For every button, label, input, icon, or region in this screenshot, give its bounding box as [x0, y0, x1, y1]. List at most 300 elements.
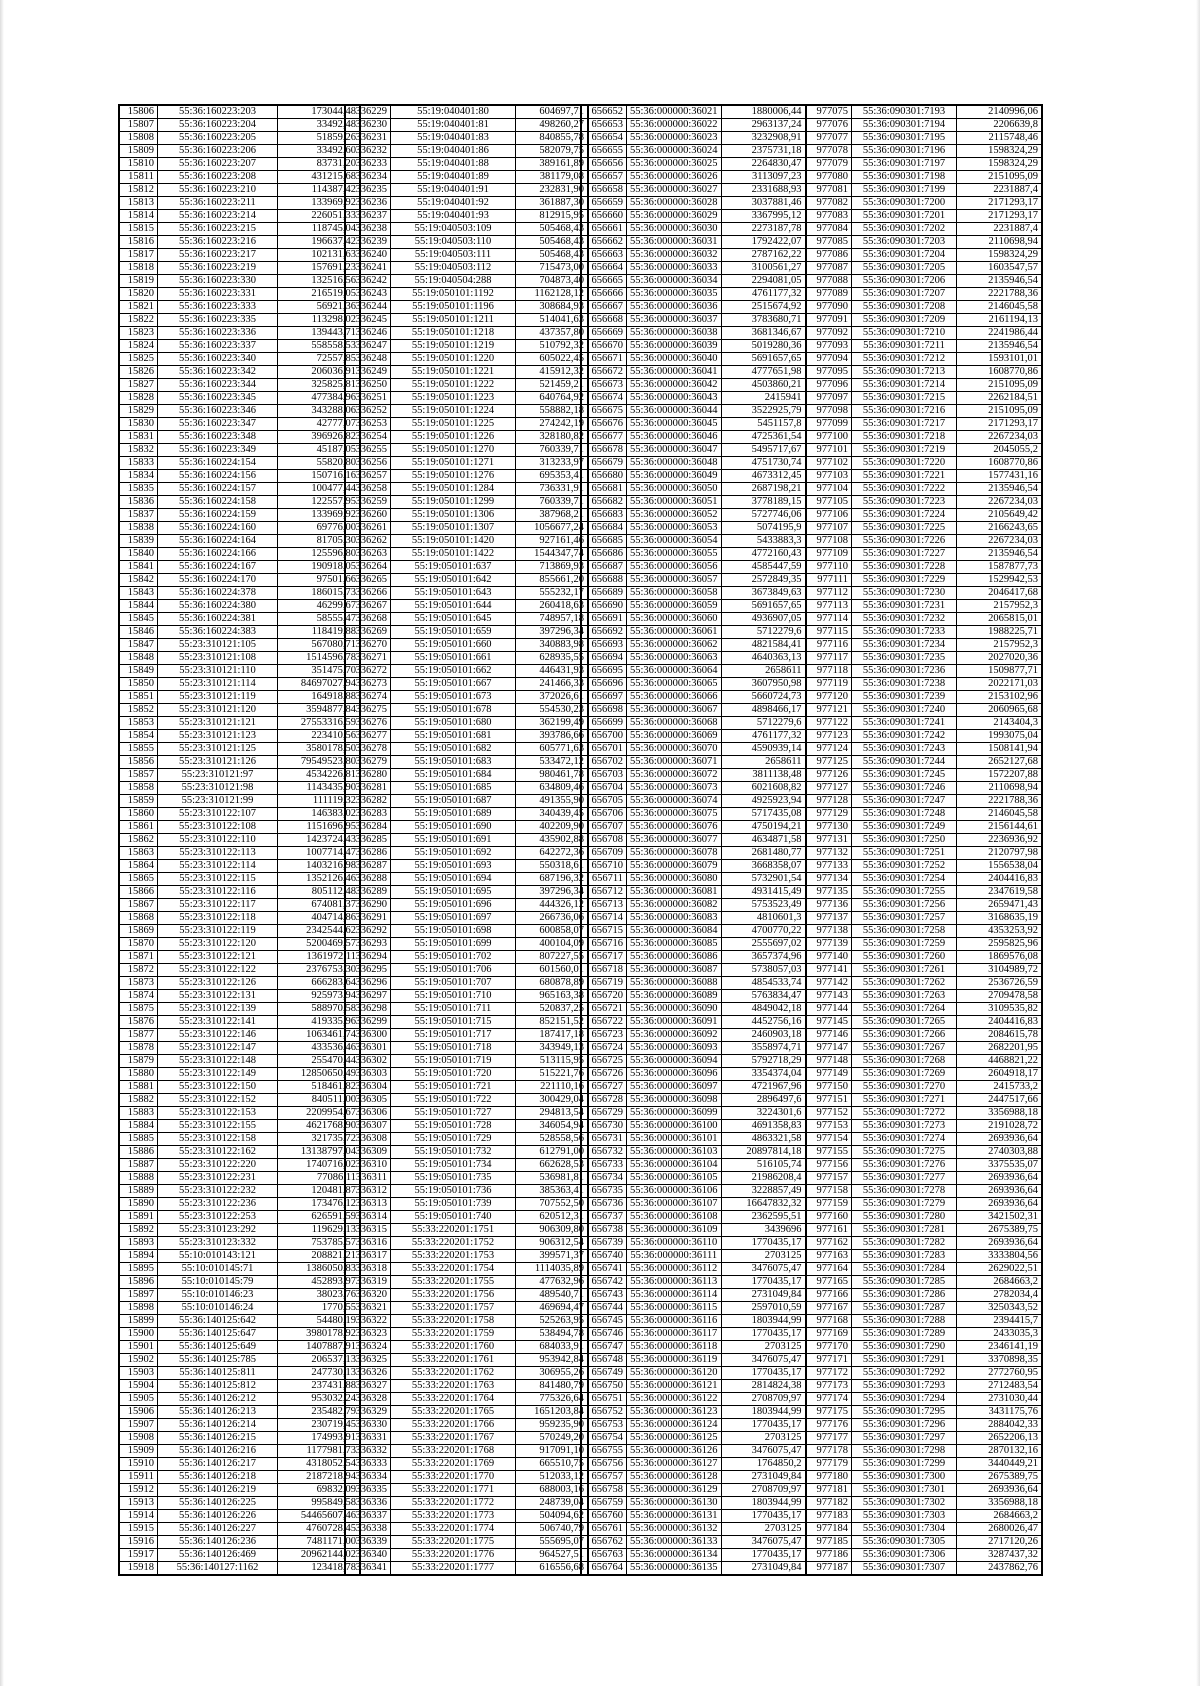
cadastral-number: 55:36:000000:36093: [627, 1042, 722, 1055]
cadastral-value: 620512,31: [516, 1211, 588, 1224]
cadastral-number: 55:19:050101:1299: [391, 496, 516, 509]
row-number: 336263: [346, 548, 391, 561]
cadastral-value: 477384,96: [278, 392, 360, 405]
table-row: [807, 1042, 1042, 1055]
cadastral-value: 2362595,51: [721, 1211, 805, 1224]
cadastral-number: 55:36:000000:36061: [627, 626, 722, 639]
cadastral-number: 55:36:160223:331: [158, 288, 278, 301]
row-number: 656662: [582, 236, 627, 249]
cadastral-number: 55:36:090301:7266: [852, 1029, 957, 1042]
cadastral-number: 55:36:000000:36058: [627, 587, 722, 600]
cadastral-value: 855661,20: [516, 574, 588, 587]
cadastral-value: 906309,80: [516, 1224, 588, 1237]
row-number: 977080: [807, 171, 852, 184]
cadastral-value: 489540,71: [516, 1289, 588, 1302]
cadastral-value: 321735,72: [278, 1133, 360, 1146]
cadastral-number: 55:36:000000:36112: [627, 1263, 722, 1276]
table-row: [120, 1380, 360, 1393]
cadastral-number: 55:10:010145:71: [158, 1263, 278, 1276]
row-number: 336243: [346, 288, 391, 301]
table-row: [807, 1523, 1042, 1536]
table-row: [120, 327, 360, 340]
cadastral-value: 840855,78: [516, 132, 588, 145]
cadastral-value: 33492,60: [278, 145, 360, 158]
cadastral-number: 55:23:310122:108: [158, 821, 278, 834]
table-row: [582, 1549, 806, 1562]
cadastral-number: 55:36:160223:216: [158, 236, 278, 249]
cadastral-number: 55:36:000000:36120: [627, 1367, 722, 1380]
row-number: 656691: [582, 613, 627, 626]
cadastral-value: 2157952,3: [957, 600, 1042, 613]
cadastral-value: 1792422,07: [721, 236, 805, 249]
table-row: [582, 431, 806, 444]
table-row: [807, 561, 1042, 574]
cadastral-number: 55:36:090301:7264: [852, 1003, 957, 1016]
table-row: [807, 145, 1042, 158]
cadastral-number: 55:36:000000:36074: [627, 795, 722, 808]
table-row: [120, 626, 360, 639]
cadastral-value: 558558,53: [278, 340, 360, 353]
row-number: 15825: [120, 353, 158, 366]
table-row: [582, 1523, 806, 1536]
cadastral-number: 55:36:000000:36084: [627, 925, 722, 938]
cadastral-value: 3109535,82: [957, 1003, 1042, 1016]
row-number: 977084: [807, 223, 852, 236]
table-row: [120, 340, 360, 353]
row-number: 656749: [582, 1367, 627, 1380]
cadastral-number: 55:19:050101:710: [391, 990, 516, 1003]
row-number: 977098: [807, 405, 852, 418]
row-number: 336271: [346, 652, 391, 665]
cadastral-value: 2110698,94: [957, 236, 1042, 249]
cadastral-number: 55:36:090301:7296: [852, 1419, 957, 1432]
table-row: [807, 990, 1042, 1003]
table-row: [807, 1549, 1042, 1562]
row-number: 656673: [582, 379, 627, 392]
cadastral-value: 435902,88: [516, 834, 588, 847]
cadastral-value: 2717120,26: [957, 1536, 1042, 1549]
cadastral-value: 665510,75: [516, 1458, 588, 1471]
cadastral-number: 55:33:220201:1751: [391, 1224, 516, 1237]
cadastral-value: 504094,62: [516, 1510, 588, 1523]
cadastral-number: 55:36:000000:36072: [627, 769, 722, 782]
table-row: [346, 1315, 588, 1328]
cadastral-value: 906312,54: [516, 1237, 588, 1250]
cadastral-number: 55:19:040401:93: [391, 210, 516, 223]
table-row: [807, 574, 1042, 587]
table-row: [346, 1393, 588, 1406]
table-row: [346, 834, 588, 847]
table-row: [582, 938, 806, 951]
table-row: [346, 1536, 588, 1549]
cadastral-value: 2703125: [721, 1341, 805, 1354]
row-number: 15908: [120, 1432, 158, 1445]
cadastral-number: 55:36:090301:7289: [852, 1328, 957, 1341]
cadastral-number: 55:36:160223:347: [158, 418, 278, 431]
cadastral-number: 55:23:310122:115: [158, 873, 278, 886]
row-number: 15910: [120, 1458, 158, 1471]
cadastral-number: 55:36:160224:158: [158, 496, 278, 509]
cadastral-value: 554530,23: [516, 704, 588, 717]
cadastral-value: 3356988,18: [957, 1497, 1042, 1510]
cadastral-value: 2065815,01: [957, 613, 1042, 626]
cadastral-value: 2447517,66: [957, 1094, 1042, 1107]
cadastral-number: 55:19:040503:112: [391, 262, 516, 275]
row-number: 15814: [120, 210, 158, 223]
cadastral-value: 1361972,11: [278, 951, 360, 964]
table-row: [346, 327, 588, 340]
cadastral-value: 5451157,8: [721, 418, 805, 431]
table-row: [346, 873, 588, 886]
cadastral-number: 55:36:140126:215: [158, 1432, 278, 1445]
cadastral-number: 55:36:000000:36123: [627, 1406, 722, 1419]
cadastral-value: 2782034,4: [957, 1289, 1042, 1302]
cadastral-value: 4772160,43: [721, 548, 805, 561]
table-row: [582, 1276, 806, 1289]
cadastral-value: 2346141,19: [957, 1341, 1042, 1354]
cadastral-number: 55:23:310122:113: [158, 847, 278, 860]
table-row: [582, 1354, 806, 1367]
row-number: 15897: [120, 1289, 158, 1302]
cadastral-number: 55:36:090301:7290: [852, 1341, 957, 1354]
table-row: [582, 145, 806, 158]
cadastral-number: 55:36:140125:647: [158, 1328, 278, 1341]
cadastral-number: 55:36:000000:36046: [627, 431, 722, 444]
row-number: 656705: [582, 795, 627, 808]
cadastral-number: 55:23:310122:141: [158, 1016, 278, 1029]
cadastral-number: 55:19:040504:288: [391, 275, 516, 288]
cadastral-number: 55:36:090301:7233: [852, 626, 957, 639]
row-number: 336269: [346, 626, 391, 639]
row-number: 15841: [120, 561, 158, 574]
cadastral-number: 55:36:090301:7259: [852, 938, 957, 951]
table-row: [582, 327, 806, 340]
cadastral-number: 55:19:040401:86: [391, 145, 516, 158]
row-number: 977185: [807, 1536, 852, 1549]
row-number: 656695: [582, 665, 627, 678]
row-number: 656739: [582, 1237, 627, 1250]
cadastral-value: 612791,00: [516, 1146, 588, 1159]
cadastral-value: 2157952,3: [957, 639, 1042, 652]
table-row: [582, 457, 806, 470]
table-row: [807, 1055, 1042, 1068]
row-number: 977083: [807, 210, 852, 223]
cadastral-value: 150716,16: [278, 470, 360, 483]
cadastral-number: 55:19:050101:728: [391, 1120, 516, 1133]
cadastral-number: 55:36:000000:36127: [627, 1458, 722, 1471]
row-number: 977079: [807, 158, 852, 171]
row-number: 15850: [120, 678, 158, 691]
row-number: 977164: [807, 1263, 852, 1276]
table-row: [582, 691, 806, 704]
table-row: [807, 1094, 1042, 1107]
cadastral-number: 55:36:000000:36025: [627, 158, 722, 171]
table-row: [582, 704, 806, 717]
row-number: 15918: [120, 1562, 158, 1575]
cadastral-number: 55:36:090301:7257: [852, 912, 957, 925]
cadastral-value: 736331,91: [516, 483, 588, 496]
cadastral-number: 55:19:050101:659: [391, 626, 516, 639]
cadastral-number: 55:19:050101:683: [391, 756, 516, 769]
cadastral-value: 4936907,05: [721, 613, 805, 626]
row-number: 656730: [582, 1120, 627, 1133]
row-number: 336323: [346, 1328, 391, 1341]
table-row: [120, 574, 360, 587]
cadastral-number: 55:23:310122:126: [158, 977, 278, 990]
cadastral-value: 125596,80: [278, 548, 360, 561]
cadastral-number: 55:36:090301:7248: [852, 808, 957, 821]
cadastral-value: 704873,40: [516, 275, 588, 288]
cadastral-number: 55:19:050101:1211: [391, 314, 516, 327]
cadastral-number: 55:19:050101:1224: [391, 405, 516, 418]
row-number: 656715: [582, 925, 627, 938]
cadastral-number: 55:19:050101:698: [391, 925, 516, 938]
cadastral-number: 55:23:310122:116: [158, 886, 278, 899]
table-row: [120, 886, 360, 899]
cadastral-number: 55:36:090301:7211: [852, 340, 957, 353]
cadastral-number: 55:19:050101:732: [391, 1146, 516, 1159]
cadastral-value: 514041,63: [516, 314, 588, 327]
row-number: 336245: [346, 314, 391, 327]
cadastral-number: 55:19:050101:1225: [391, 418, 516, 431]
cadastral-value: 5495717,67: [721, 444, 805, 457]
cadastral-value: 139443,71: [278, 327, 360, 340]
row-number: 336305: [346, 1094, 391, 1107]
table-row: [346, 1419, 588, 1432]
cadastral-value: 1770435,17: [721, 1328, 805, 1341]
cadastral-value: 433536,46: [278, 1042, 360, 1055]
row-number: 15838: [120, 522, 158, 535]
row-number: 15859: [120, 795, 158, 808]
cadastral-number: 55:23:310121:126: [158, 756, 278, 769]
cadastral-value: 925973,94: [278, 990, 360, 1003]
table-row: [120, 1276, 360, 1289]
cadastral-number: 55:36:090301:7288: [852, 1315, 957, 1328]
table-row: [120, 938, 360, 951]
row-number: 977095: [807, 366, 852, 379]
cadastral-value: 3673849,63: [721, 587, 805, 600]
cadastral-number: 55:36:000000:36050: [627, 483, 722, 496]
table-row: [807, 1497, 1042, 1510]
cadastral-value: 2703125: [721, 1250, 805, 1263]
cadastral-number: 55:36:160223:217: [158, 249, 278, 262]
cadastral-number: 55:36:090301:7230: [852, 587, 957, 600]
table-row: [807, 886, 1042, 899]
table-row: [346, 652, 588, 665]
table-row: [120, 977, 360, 990]
row-number: 656685: [582, 535, 627, 548]
row-number: 977111: [807, 574, 852, 587]
row-number: 15907: [120, 1419, 158, 1432]
row-number: 336255: [346, 444, 391, 457]
row-number: 15815: [120, 223, 158, 236]
cadastral-number: 55:33:220201:1756: [391, 1289, 516, 1302]
row-number: 977180: [807, 1471, 852, 1484]
table-row: [582, 756, 806, 769]
table-row: [120, 1445, 360, 1458]
cadastral-number: 55:36:160223:333: [158, 301, 278, 314]
table-row: [346, 925, 588, 938]
row-number: 656726: [582, 1068, 627, 1081]
cadastral-number: 55:36:090301:7207: [852, 288, 957, 301]
row-number: 336317: [346, 1250, 391, 1263]
cadastral-number: 55:19:050101:695: [391, 886, 516, 899]
row-number: 977166: [807, 1289, 852, 1302]
cadastral-number: 55:36:090301:7279: [852, 1198, 957, 1211]
cadastral-value: 674081,37: [278, 899, 360, 912]
row-number: 15895: [120, 1263, 158, 1276]
cadastral-value: 2171293,17: [957, 418, 1042, 431]
table-row: [807, 1237, 1042, 1250]
cadastral-value: 3250343,52: [957, 1302, 1042, 1315]
table-row: [582, 561, 806, 574]
cadastral-number: 55:19:050101:1192: [391, 288, 516, 301]
cadastral-value: 3421502,31: [957, 1211, 1042, 1224]
cadastral-value: 2814824,38: [721, 1380, 805, 1393]
cadastral-value: 2045055,2: [957, 444, 1042, 457]
cadastral-value: 498260,27: [516, 119, 588, 132]
row-number: 15818: [120, 262, 158, 275]
cadastral-value: 2264830,47: [721, 158, 805, 171]
cadastral-number: 55:19:050101:1420: [391, 535, 516, 548]
cadastral-number: 55:36:090301:7250: [852, 834, 957, 847]
row-number: 656710: [582, 860, 627, 873]
cadastral-value: 1740716,02: [278, 1159, 360, 1172]
table-row: [346, 431, 588, 444]
cadastral-number: 55:36:090301:7197: [852, 158, 957, 171]
cadastral-number: 55:36:000000:36106: [627, 1185, 722, 1198]
cadastral-number: 55:36:090301:7213: [852, 366, 957, 379]
table-row: [807, 912, 1042, 925]
table-row: [582, 1250, 806, 1263]
row-number: 656701: [582, 743, 627, 756]
cadastral-value: 2156144,61: [957, 821, 1042, 834]
row-number: 336340: [346, 1549, 391, 1562]
cadastral-value: 5753523,49: [721, 899, 805, 912]
cadastral-value: 237431,88: [278, 1380, 360, 1393]
cadastral-number: 55:19:050101:1221: [391, 366, 516, 379]
row-number: 336291: [346, 912, 391, 925]
row-number: 15834: [120, 470, 158, 483]
cadastral-value: 605022,45: [516, 353, 588, 366]
cadastral-value: 2572849,35: [721, 574, 805, 587]
cadastral-number: 55:36:000000:36124: [627, 1419, 722, 1432]
cadastral-number: 55:36:090301:7240: [852, 704, 957, 717]
cadastral-number: 55:36:000000:36110: [627, 1237, 722, 1250]
row-number: 336296: [346, 977, 391, 990]
table-row: [346, 1263, 588, 1276]
cadastral-number: 55:23:310122:139: [158, 1003, 278, 1016]
cadastral-number: 55:36:090301:7238: [852, 678, 957, 691]
cadastral-value: 2140996,06: [957, 106, 1042, 119]
table-row: [582, 1536, 806, 1549]
table-row: [120, 1224, 360, 1237]
row-number: 656735: [582, 1185, 627, 1198]
cadastral-number: 55:19:050101:1220: [391, 353, 516, 366]
cadastral-number: 55:36:000000:36059: [627, 600, 722, 613]
cadastral-value: 431215,68: [278, 171, 360, 184]
cadastral-number: 55:36:090301:7258: [852, 925, 957, 938]
row-number: 336242: [346, 275, 391, 288]
table-row: [120, 1315, 360, 1328]
cadastral-number: 55:36:090301:7231: [852, 600, 957, 613]
cadastral-value: 2652206,13: [957, 1432, 1042, 1445]
cadastral-number: 55:36:090301:7212: [852, 353, 957, 366]
row-number: 336335: [346, 1484, 391, 1497]
row-number: 977110: [807, 561, 852, 574]
table-row: [582, 1406, 806, 1419]
cadastral-value: 2652127,68: [957, 756, 1042, 769]
cadastral-value: 123418,78: [278, 1562, 360, 1575]
cadastral-value: 1114035,89: [516, 1263, 588, 1276]
row-number: 977101: [807, 444, 852, 457]
table-row: [120, 1146, 360, 1159]
table-row: [582, 652, 806, 665]
cadastral-number: 55:19:050101:1307: [391, 522, 516, 535]
cadastral-value: 707552,50: [516, 1198, 588, 1211]
row-number: 336240: [346, 249, 391, 262]
cadastral-value: 2241986,44: [957, 327, 1042, 340]
row-number: 977122: [807, 717, 852, 730]
table-row: [120, 171, 360, 184]
table-row: [807, 1445, 1042, 1458]
cadastral-value: 538494,78: [516, 1328, 588, 1341]
cadastral-number: 55:19:050101:721: [391, 1081, 516, 1094]
cadastral-value: 2515674,92: [721, 301, 805, 314]
cadastral-value: 54480,19: [278, 1315, 360, 1328]
row-number: 977125: [807, 756, 852, 769]
table-row: [120, 1003, 360, 1016]
cadastral-number: 55:23:310122:118: [158, 912, 278, 925]
table-row: [807, 639, 1042, 652]
cadastral-number: 55:36:000000:36101: [627, 1133, 722, 1146]
cadastral-value: 300429,04: [516, 1094, 588, 1107]
cadastral-value: 3580178,50: [278, 743, 360, 756]
cadastral-value: 2659471,43: [957, 899, 1042, 912]
cadastral-value: 45187,05: [278, 444, 360, 457]
table-row: [346, 977, 588, 990]
table-row: [120, 366, 360, 379]
cadastral-number: 55:23:310122:152: [158, 1094, 278, 1107]
cadastral-number: 55:36:000000:36029: [627, 210, 722, 223]
cadastral-value: 1556538,04: [957, 860, 1042, 873]
table-row: [346, 314, 588, 327]
cadastral-number: 55:23:310122:231: [158, 1172, 278, 1185]
table-row: [807, 782, 1042, 795]
cadastral-number: 55:36:090301:7198: [852, 171, 957, 184]
table-row: [582, 223, 806, 236]
cadastral-number: 55:36:090301:7215: [852, 392, 957, 405]
row-number: 336267: [346, 600, 391, 613]
row-number: 656712: [582, 886, 627, 899]
table-row: [807, 1289, 1042, 1302]
row-number: 336276: [346, 717, 391, 730]
cadastral-value: 402209,90: [516, 821, 588, 834]
cadastral-number: 55:36:000000:36119: [627, 1354, 722, 1367]
row-number: 977091: [807, 314, 852, 327]
cadastral-value: 206036,91: [278, 366, 360, 379]
table-4: [806, 105, 1042, 1575]
cadastral-value: 2273187,78: [721, 223, 805, 236]
cadastral-number: 55:23:310122:131: [158, 990, 278, 1003]
row-number: 977106: [807, 509, 852, 522]
row-number: 656763: [582, 1549, 627, 1562]
table-row: [807, 1120, 1042, 1133]
table-row: [807, 1185, 1042, 1198]
table-row: [807, 834, 1042, 847]
cadastral-number: 55:19:050101:689: [391, 808, 516, 821]
row-number: 656736: [582, 1198, 627, 1211]
